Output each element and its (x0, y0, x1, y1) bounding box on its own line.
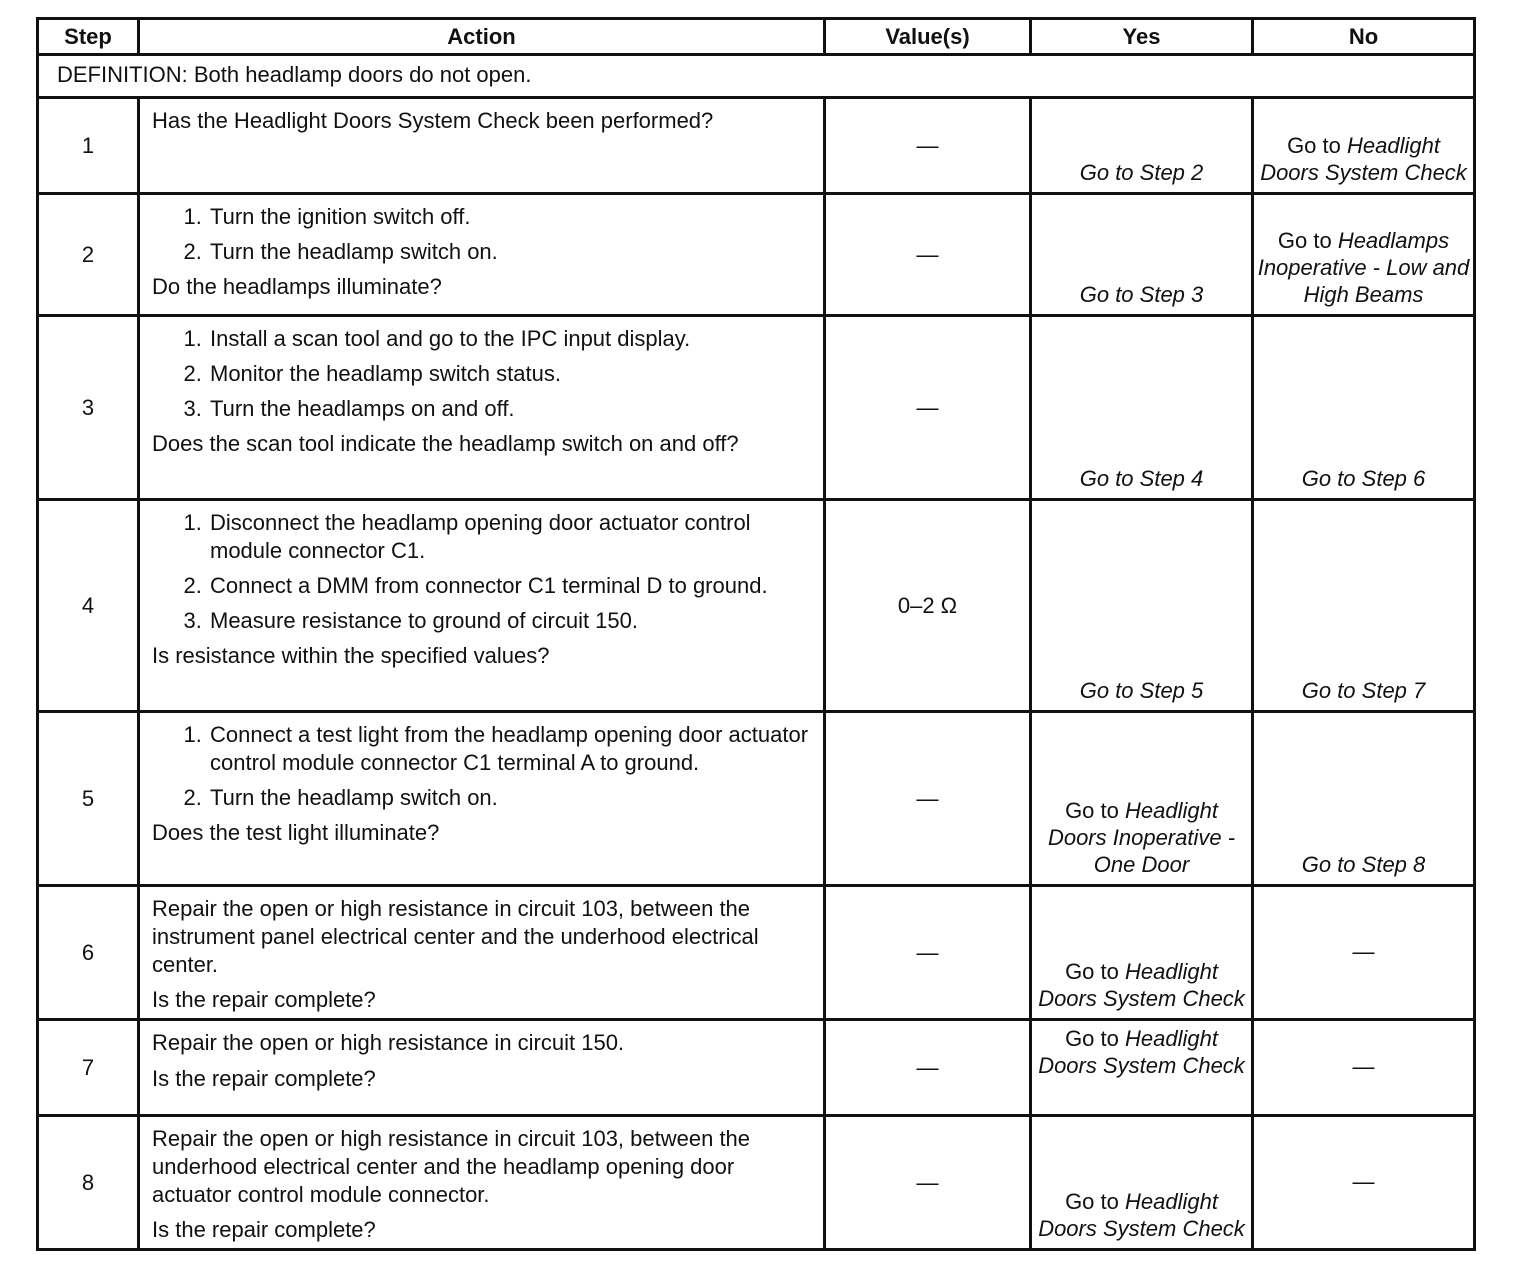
header-action: Action (139, 19, 825, 55)
action-list-item: 3. Turn the headlamps on and off. (208, 395, 811, 423)
diagnostic-table (36, 17, 1476, 1251)
value-cell: — (825, 98, 1031, 194)
table-row (38, 1020, 1475, 1116)
definition-text: DEFINITION: Both headlamp doors do not open. (38, 55, 1475, 98)
step-number: 6 (38, 886, 139, 1020)
no-cell: Go to Step 6 (1253, 316, 1475, 500)
value-cell: — (825, 194, 1031, 316)
action-list (152, 721, 811, 812)
definition-row (38, 55, 1475, 98)
action-text: Has the Headlight Doors System Check been performed? (152, 108, 714, 133)
yes-cell: Go to Step 4 (1031, 316, 1253, 500)
action-question: Is the repair complete? (152, 987, 376, 1012)
value-cell: — (825, 1116, 1031, 1250)
step-number: 4 (38, 500, 139, 712)
step-number: 5 (38, 712, 139, 886)
action-cell (139, 1116, 825, 1250)
value-cell: — (825, 1020, 1031, 1116)
action-question: Is the repair complete? (152, 1217, 376, 1242)
yes-cell: Go to Headlight Doors System Check (1031, 1116, 1253, 1250)
action-list-item: 2. Connect a DMM from connector C1 terminal D to ground. (208, 572, 811, 600)
action-cell (139, 712, 825, 886)
action-question: Is the repair complete? (152, 1066, 376, 1091)
step-number: 7 (38, 1020, 139, 1116)
action-list (152, 325, 811, 423)
no-cell: Go to Headlamps Inoperative - Low and High Beams (1253, 194, 1475, 316)
action-cell (139, 1020, 825, 1116)
step-number: 2 (38, 194, 139, 316)
value-cell: — (825, 886, 1031, 1020)
action-cell (139, 194, 825, 316)
action-list-item: 1. Disconnect the headlamp opening door actuator control module connector C1. (208, 509, 811, 565)
yes-cell: Go to Headlight Doors Inoperative - One Door (1031, 712, 1253, 886)
no-cell: — (1253, 886, 1475, 1020)
no-cell: — (1253, 1116, 1475, 1250)
step-number: 8 (38, 1116, 139, 1250)
action-text: Repair the open or high resistance in circuit 150. (152, 1030, 625, 1055)
action-list-item: 1. Connect a test light from the headlamp opening door actuator control module connector C1 terminal A to ground. (208, 721, 811, 777)
header-yes: Yes (1031, 19, 1253, 55)
action-text: Repair the open or high resistance in circuit 103, between the underhood electrical center and the headlamp opening door actuator control module connector. (152, 1126, 751, 1207)
action-list-item: 1. Turn the ignition switch off. (208, 203, 811, 231)
action-cell (139, 98, 825, 194)
table-row (38, 194, 1475, 316)
action-cell (139, 500, 825, 712)
action-list-item: 2. Monitor the headlamp switch status. (208, 360, 811, 388)
no-cell: Go to Step 8 (1253, 712, 1475, 886)
yes-cell: Go to Step 5 (1031, 500, 1253, 712)
value-cell: — (825, 316, 1031, 500)
step-number: 1 (38, 98, 139, 194)
action-list-item: 1. Install a scan tool and go to the IPC input display. (208, 325, 811, 353)
yes-cell: Go to Step 3 (1031, 194, 1253, 316)
action-list (152, 203, 811, 266)
action-cell (139, 316, 825, 500)
yes-cell: Go to Step 2 (1031, 98, 1253, 194)
value-cell: 0–2 Ω (825, 500, 1031, 712)
table-row (38, 500, 1475, 712)
table-row (38, 98, 1475, 194)
value-cell: — (825, 712, 1031, 886)
table-row (38, 1116, 1475, 1250)
yes-cell: Go to Headlight Doors System Check (1031, 1020, 1253, 1116)
action-list-item: 3. Measure resistance to ground of circuit 150. (208, 607, 811, 635)
step-number: 3 (38, 316, 139, 500)
action-cell (139, 886, 825, 1020)
header-row (38, 19, 1475, 55)
no-cell: — (1253, 1020, 1475, 1116)
action-question: Does the test light illuminate? (152, 820, 440, 845)
header-no: No (1253, 19, 1475, 55)
action-question: Do the headlamps illuminate? (152, 274, 442, 299)
header-step: Step (38, 19, 139, 55)
no-cell: Go to Step 7 (1253, 500, 1475, 712)
action-list-item: 2. Turn the headlamp switch on. (208, 238, 811, 266)
action-text: Repair the open or high resistance in circuit 103, between the instrument panel electrical center and the underhood electrical center. (152, 896, 759, 977)
table-row (38, 712, 1475, 886)
yes-cell: Go to Headlight Doors System Check (1031, 886, 1253, 1020)
table-row (38, 886, 1475, 1020)
action-list (152, 509, 811, 635)
no-cell: Go to Headlight Doors System Check (1253, 98, 1475, 194)
action-list-item: 2. Turn the headlamp switch on. (208, 784, 811, 812)
header-values: Value(s) (825, 19, 1031, 55)
action-question: Does the scan tool indicate the headlamp switch on and off? (152, 431, 739, 456)
table-row (38, 316, 1475, 500)
action-question: Is resistance within the specified values? (152, 643, 550, 668)
